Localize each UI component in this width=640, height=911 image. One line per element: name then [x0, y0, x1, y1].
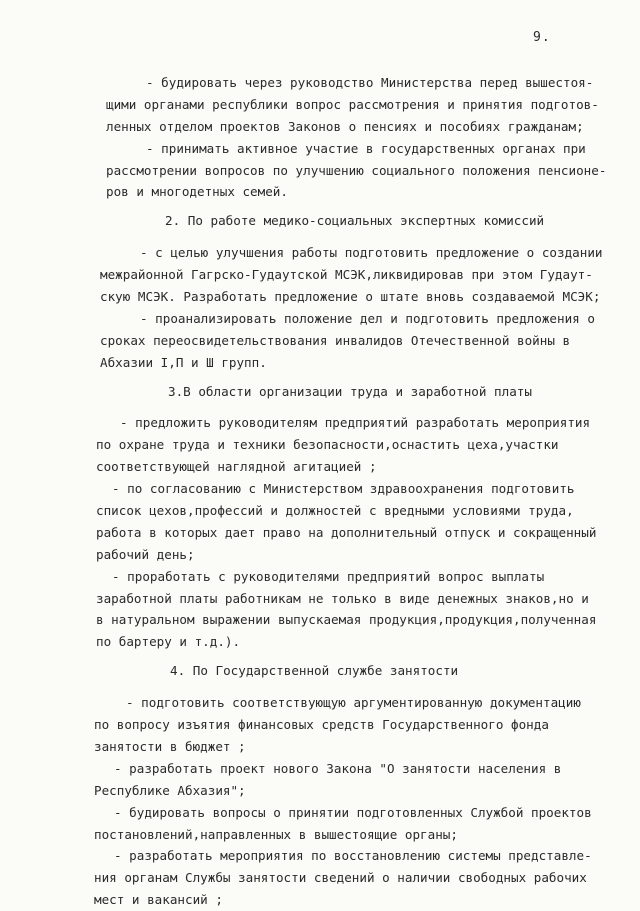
- text-line: межрайонной Гагрско-Гудаутской МСЭК,ликвидировав при этом Гудаут-: [100, 267, 593, 283]
- text-line: - будировать через руководство Министерства перед вышестоя-: [146, 75, 594, 90]
- text-line: мест и вакансий ;: [94, 892, 223, 908]
- text-line: - по согласованию с Министерством здравоохранения подготовить: [112, 481, 575, 497]
- text-line: рассмотрении вопросов по улучшению социального положения пенсионе-: [106, 162, 607, 178]
- page-number: 9.: [533, 30, 551, 45]
- text-line: - проанализировать положение дел и подготовить предложения о: [140, 310, 595, 326]
- text-line: список цехов,профессий и должностей с вредными условиями труда,: [96, 503, 574, 519]
- paragraph: [0, 412, 640, 653]
- text-line: скую МСЭК. Разработать предложение о штате вновь создаваемой МСЭК;: [100, 289, 601, 305]
- section-heading: [0, 660, 640, 682]
- text-line: Абхазии I,П и Ш групп.: [100, 354, 267, 370]
- text-line: по бартеру и т.д.).: [96, 634, 241, 650]
- text-line: постановлений,направленных в вышестоящие органы;: [94, 826, 458, 842]
- text-line: - будировать вопросы о принятии подготовленных Службой проектов: [114, 804, 592, 820]
- text-line: занятости в бюджет ;: [94, 738, 246, 754]
- text-line: сроках переосвидетельствования инвалидов Отечественной войны в: [100, 332, 571, 348]
- text-line: - предложить руководителям предприятий разработать мероприятия: [120, 415, 591, 431]
- text-line: по вопросу изъятия финансовых средств Государственного фонда: [94, 717, 549, 733]
- text-line: в натуральном выражении выпускаемая продукция,продукция,полученная: [96, 612, 597, 628]
- text-line: работа в которых дает право на дополнительный отпуск и сокращенный: [96, 524, 597, 540]
- text-line: по охране труда и техники безопасности,оснастить цеха,участки: [96, 437, 559, 453]
- text-line: ров и многодетных семей.: [106, 184, 288, 200]
- text-line: - разработать мероприятия по восстановлению системы представле-: [114, 848, 592, 864]
- text-line: соответствующей наглядной агитацией ;: [96, 459, 377, 475]
- paragraph: [0, 72, 640, 203]
- text-line: - с целью улучшения работы подготовить предложение о создании: [140, 245, 603, 261]
- paragraph: [0, 692, 640, 911]
- section-heading: [0, 210, 640, 232]
- text-line: 3.В области организации труда и заработной платы: [168, 383, 532, 399]
- text-line: - принимать активное участие в государственных органах при: [146, 140, 586, 156]
- text-line: ния органам Службы занятости сведений о наличии свободных рабочих: [94, 870, 587, 886]
- document-body: [0, 72, 640, 911]
- paragraph: [0, 242, 640, 373]
- text-line: - разработать проект нового Закона "О занятости населения в: [114, 760, 562, 776]
- section-heading: [0, 381, 640, 403]
- text-line: ленных отделом проектов Законов о пенсиях и пособиях гражданам;: [106, 118, 584, 134]
- text-line: 4. По Государственной службе занятости: [170, 663, 459, 679]
- text-line: щими органами республики вопрос рассмотрения и принятия подготов-: [106, 96, 599, 112]
- text-line: заработной платы работникам не только в виде денежных знаков,но и: [96, 590, 589, 606]
- text-line: рабочий день;: [96, 546, 195, 562]
- text-line: Республике Абхазия";: [94, 782, 246, 798]
- text-line: 2. По работе медико-социальных экспертных комиссий: [165, 213, 545, 229]
- text-line: - проработать с руководителями предприятий вопрос выплаты: [112, 568, 545, 584]
- text-line: - подготовить соответствующую аргументированную документацию: [126, 695, 581, 711]
